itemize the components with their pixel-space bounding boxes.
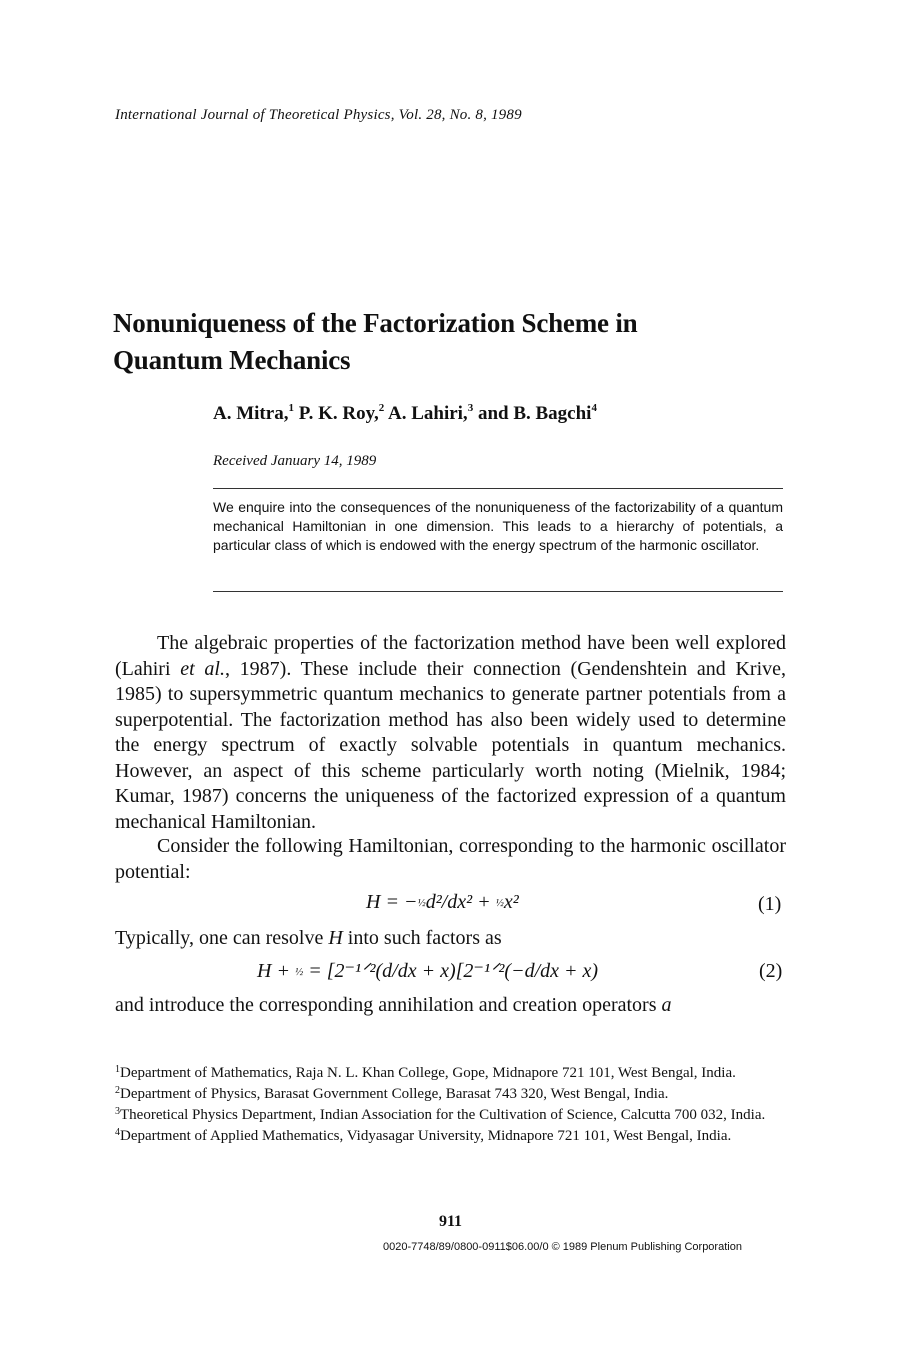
operators-paragraph <box>115 993 786 1019</box>
text-run: , 1987). These include their connection (Gendenshtein and Krive, 1985) to supersymmetric quantum mechanics to generate partner potentials from a superpotential. The factorization method has also been widely used to determine the energy spectrum of exactly solvable potentials in quantum mechanics. However, an aspect of this scheme particularly worth noting (Mielnik, 1984; Kumar, 1987) concerns the uniqueness of the factorized expression of a quantum mechanical Hamiltonian. <box>115 657 786 833</box>
footnote <box>115 1084 786 1105</box>
eq-term: H = − <box>366 891 418 913</box>
footnote <box>115 1105 786 1126</box>
abstract-top-rule <box>213 488 783 489</box>
footnote <box>115 1063 786 1084</box>
footnote-text: Theoretical Physics Department, Indian Association for the Cultivation of Science, Calcutta 700 032, India. <box>120 1107 766 1123</box>
text-run: Typically, one can resolve <box>115 927 329 949</box>
footnotes <box>115 1063 786 1147</box>
paper-title: Nonuniqueness of the Factorization Scheme in Quantum Mechanics <box>113 308 638 375</box>
footnote-text: Department of Mathematics, Raja N. L. Khan College, Gope, Midnapore 721 101, West Bengal, India. <box>120 1065 736 1081</box>
journal-header: International Journal of Theoretical Physics, Vol. 28, No. 8, 1989 <box>115 107 522 123</box>
footnote <box>115 1126 786 1147</box>
eq-term: x² <box>503 891 519 913</box>
copyright-line: 0020-7748/89/0800-0911$06.00/0 © 1989 Plenum Publishing Corporation <box>383 1241 742 1253</box>
author-name: P. K. Roy, <box>298 403 379 424</box>
footnote-text: Department of Physics, Barasat Government College, Barasat 743 320, West Bengal, India. <box>120 1086 669 1102</box>
affiliation-mark: 4 <box>591 402 597 414</box>
affiliation-mark: 1 <box>288 402 294 414</box>
text-run: The algebraic properties of the factorization method have been well explored (Lahiri <box>115 632 786 680</box>
page-number: 911 <box>438 1213 463 1230</box>
abstract: We enquire into the consequences of the nonuniqueness of the factorizability of a quantum mechanical Hamiltonian in one dimension. This leads to a hierarchy of potentials, a particular class of which is endowed with the energy spectrum of the harmonic oscillator. <box>213 499 783 553</box>
factor-paragraph <box>115 926 786 952</box>
affiliation-mark: 2 <box>378 402 385 414</box>
received-date: Received January 14, 1989 <box>213 453 377 469</box>
abstract-bottom-rule <box>213 591 783 592</box>
footnote-mark: 1 <box>115 1064 120 1075</box>
text-run: into such factors as <box>342 927 502 949</box>
affiliation-mark: 3 <box>467 402 474 414</box>
intro-paragraph <box>115 631 786 835</box>
footnote-mark: 4 <box>115 1127 120 1138</box>
eq-term: = [2⁻¹ᐟ²(d/dx + x)[2⁻¹ᐟ²(−d/dx + x) <box>303 960 599 982</box>
text-run-italic: et al. <box>180 657 225 680</box>
eq-term: H + <box>257 960 295 982</box>
equation-2-number: (2) <box>759 960 783 982</box>
text-run-italic: a <box>661 994 672 1016</box>
eq-fraction: ½ <box>417 897 426 909</box>
footnote-mark: 3 <box>115 1106 120 1117</box>
author-name: A. Mitra, <box>213 403 289 424</box>
author-name: and B. Bagchi <box>477 403 592 424</box>
equation-1-number: (1) <box>758 893 782 915</box>
equation-1 <box>366 891 519 914</box>
author-name: A. Lahiri, <box>387 403 468 424</box>
eq-fraction: ½ <box>495 897 504 909</box>
footnote-mark: 2 <box>115 1085 120 1096</box>
eq-term: d²/dx² + <box>425 891 496 913</box>
text-run: and introduce the corresponding annihilation and creation operators <box>115 994 662 1016</box>
footnote-text: Department of Applied Mathematics, Vidyasagar University, Midnapore 721 101, West Bengal, India. <box>120 1128 732 1144</box>
text-run-italic: H <box>328 927 343 949</box>
hamiltonian-paragraph: Consider the following Hamiltonian, corresponding to the harmonic oscillator potential: <box>115 835 786 883</box>
equation-2 <box>257 958 598 983</box>
eq-fraction: ½ <box>294 966 304 978</box>
author-list <box>213 403 597 425</box>
